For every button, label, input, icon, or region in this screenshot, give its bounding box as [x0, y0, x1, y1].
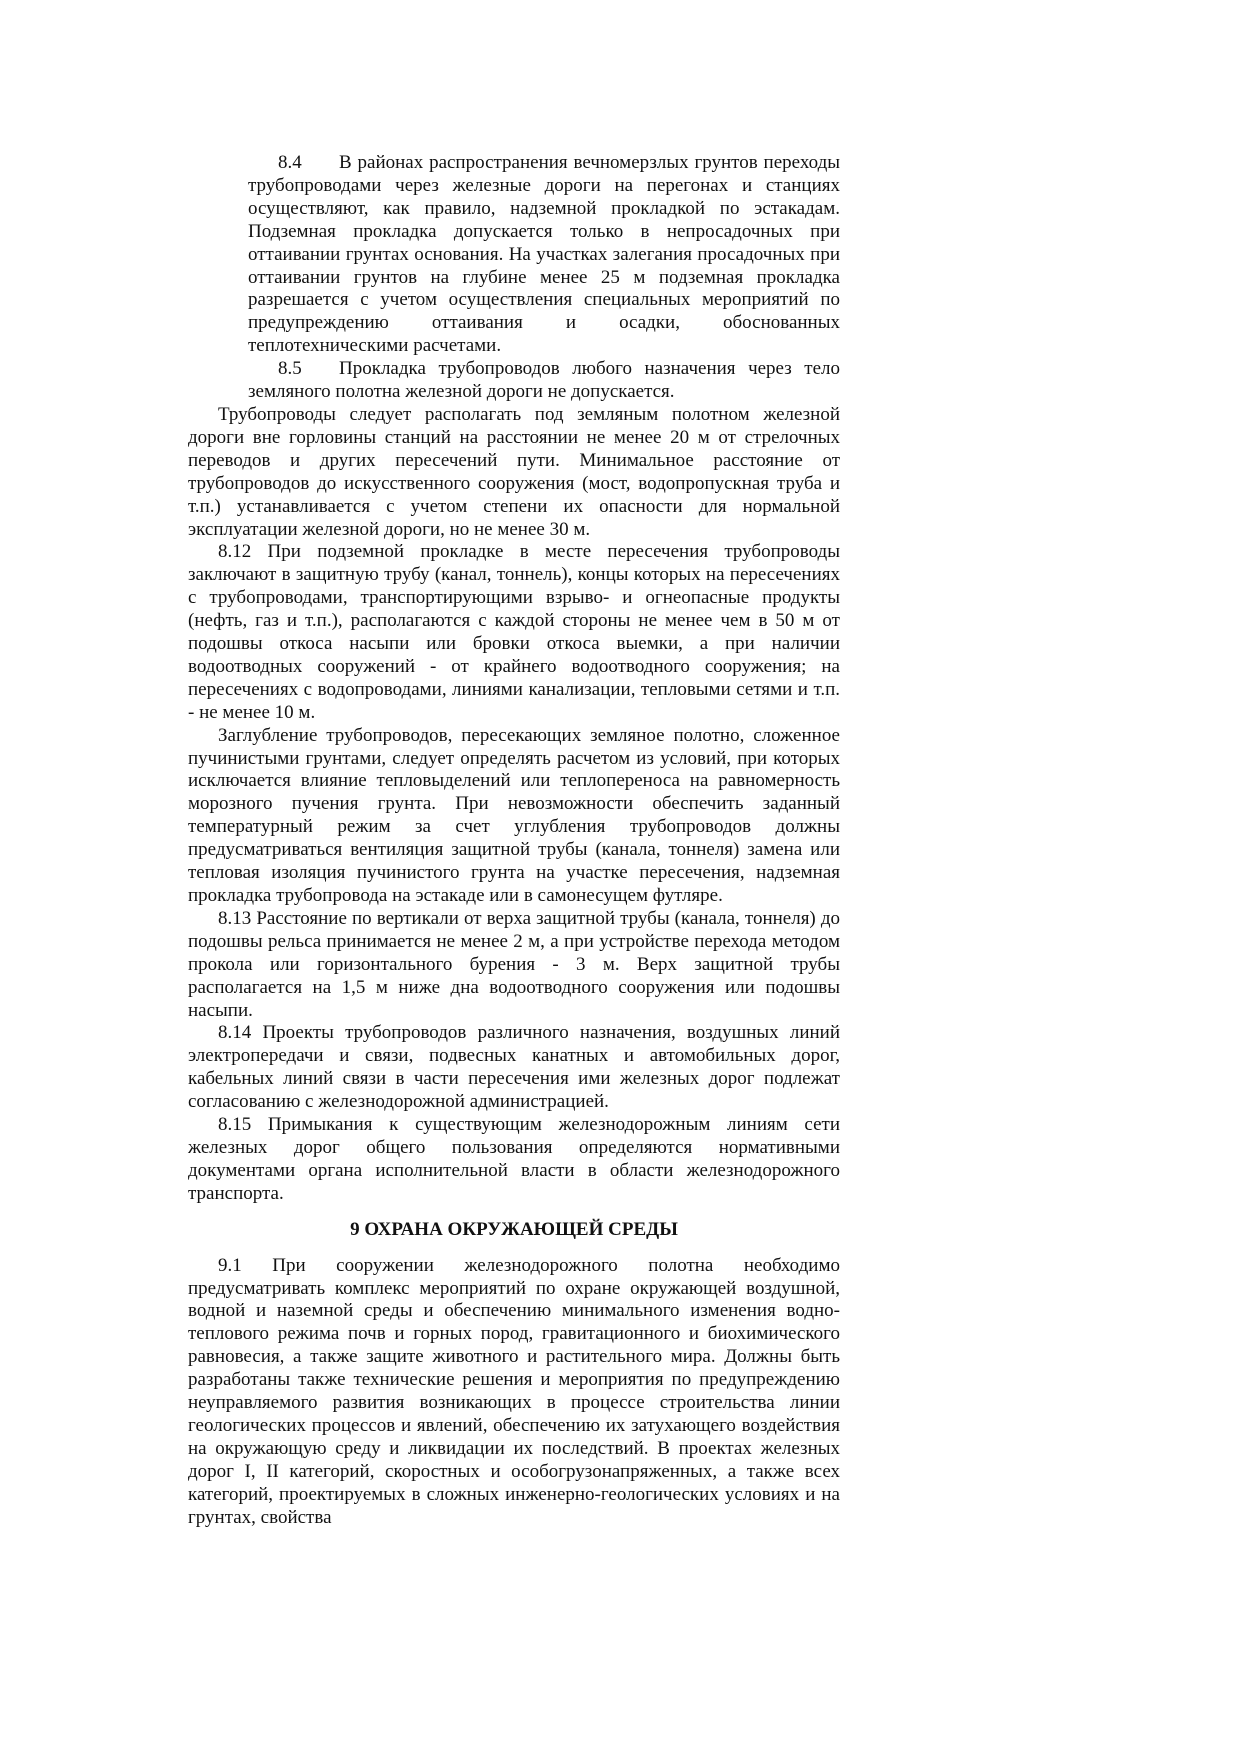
clause-text: В районах распространения вечномерзлых грунтов переходы трубопроводами через железные дороги на перегонах и станциях осуществляют, как правило, надземной прокладкой по эстакадам. Подземная прокладка допускается только в непросадочных при оттаивании грунтах основания. На участках залегания просадочных при оттаивании грунтов на глубине менее 25 м подземная прокладка разрешается с учетом осуществления специальных мероприятий по предупреждению оттаивания и осадки, обоснованных теплотехническими расчетами. [248, 152, 840, 357]
paragraph-pipeline-depth: Заглубление трубопроводов, пересекающих земляное полотно, сложенное пучинистыми грунтами, следует определять расчетом из условий, при которых исключается влияние тепловыделений или теплопереноса на равномерность морозного пучения грунта. При невозможности обеспечить заданный температурный режим за счет углубления трубопроводов должны предусматриваться вентиляция защитной трубы (канала, тоннеля) замена или тепловая изоляция пучинистого грунта на участке пересечения, надземная прокладка трубопровода на эстакаде или в самонесущем футляре. [188, 724, 840, 906]
document-body [188, 152, 840, 1529]
paragraph-pipelines-placement: Трубопроводы следует располагать под земляным полотном железной дороги вне горловины станций на расстоянии не менее 20 м от стрелочных переводов и других пересечений пути. Минимальное расстояние от трубопроводов до искусственного сооружения (мост, водопропускная труба и т.п.) устанавливается с учетом степени их опасности для нормальной эксплуатации железной дороги, но не менее 30 м. [188, 403, 840, 540]
clause-number: 8.4 [278, 152, 302, 173]
clause-text: Прокладка трубопроводов любого назначения через тело земляного полотна железной дороги не допускается. [248, 358, 840, 403]
clause-8-12: 8.12 При подземной прокладке в месте пересечения трубопроводы заключают в защитную трубу (канал, тоннель), концы которых на пересечениях с трубопроводами, транспортирующими взрыво- и огнеопасные продукты (нефть, газ и т.п.), располагаются с каждой стороны не менее чем в 50 м от подошвы откоса насыпи или бровки откоса выемки, а при наличии водоотводных сооружений - от крайнего водоотводного сооружения; на пересечениях с водопроводами, линиями канализации, тепловыми сетями и т.п. - не менее 10 м. [188, 541, 840, 723]
clause-8-4 [248, 152, 840, 358]
section-heading: 9 ОХРАНА ОКРУЖАЮЩЕЙ СРЕДЫ [350, 1218, 678, 1240]
clause-8-15: 8.15 Примыкания к существующим железнодорожным линиям сети железных дорог общего пользования определяются нормативными документами органа исполнительной власти в области железнодорожного транспорта. [188, 1114, 840, 1204]
clause-number: 8.5 [278, 358, 302, 380]
clause-8-5 [248, 358, 840, 404]
clause-8-13: 8.13 Расстояние по вертикали от верха защитной трубы (канала, тоннеля) до подошвы рельса принимается не менее 2 м, а при устройстве перехода методом прокола или горизонтального бурения - 3 м. Верх защитной трубы располагается на 1,5 м ниже дна водоотводного сооружения или подошвы насыпи. [188, 907, 840, 1021]
clause-9-1: 9.1 При сооружении железнодорожного полотна необходимо предусматривать комплекс мероприятий по охране окружающей воздушной, водной и наземной среды и обеспечению минимального изменения водно-теплового режима почв и горных пород, гравитационного и биохимического равновесия, а также защите животного и растительного мира. Должны быть разработаны также технические решения и мероприятия по предупреждению неуправляемого развития возникающих в процессе строительства линии геологических процессов и явлений, обеспечению их затухающего воздействия на окружающую среду и ликвидации их последствий. В проектах железных дорог I, II категорий, скоростных и особогрузонапряженных, а также всех категорий, проектируемых в сложных инженерно-геологических условиях и на грунтах, свойства [188, 1254, 840, 1528]
clause-8-14: 8.14 Проекты трубопроводов различного назначения, воздушных линий электропередачи и связи, подвесных канатных и автомобильных дорог, кабельных линий связи в части пересечения ими железных дорог подлежат согласованию с железнодорожной администрацией. [188, 1022, 840, 1113]
